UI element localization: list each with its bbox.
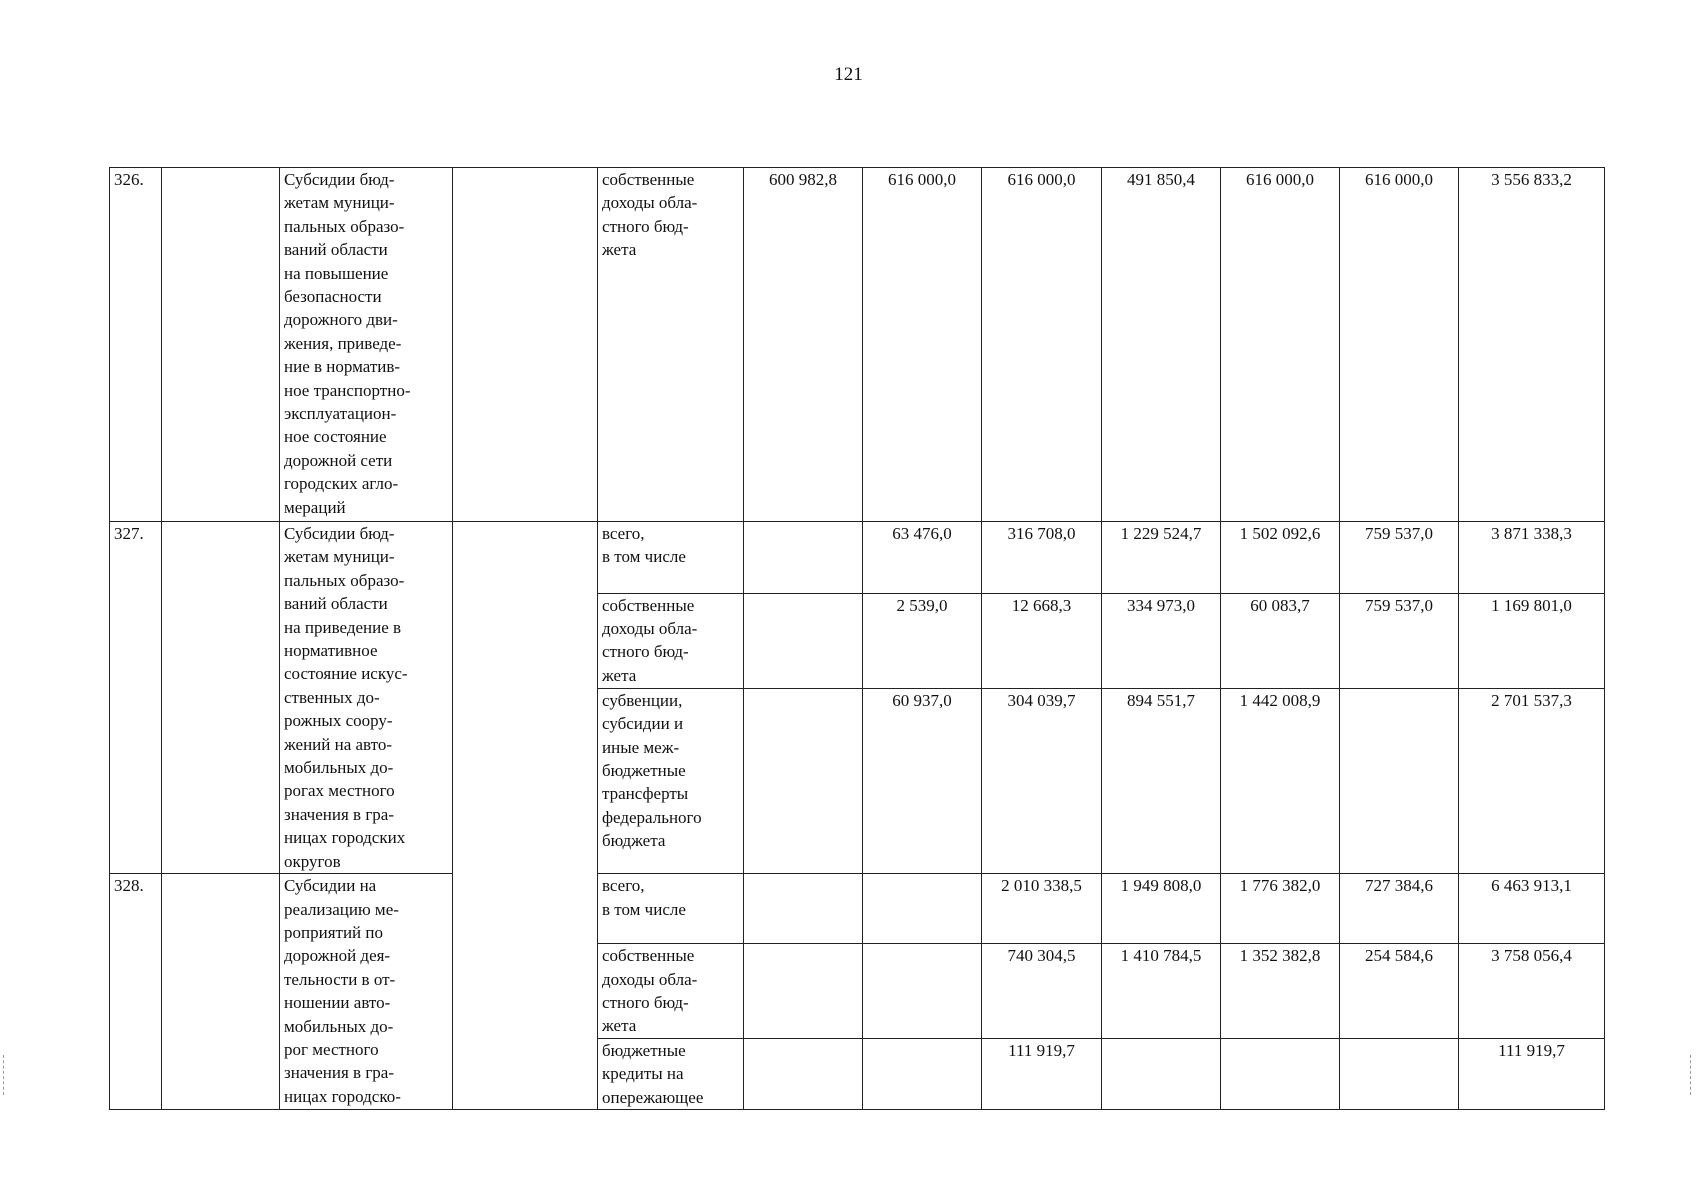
value-cell: 111 919,7 <box>982 1038 1102 1109</box>
measure-name: Субсидии бюд- жетам муници- пальных образо- ваний области на повышение безопасности дорожного дви- жения, приведе- ние в норматив- ное транспортно- эксплуатацион- ное состояние дорожной сети городских агло- мераций <box>280 168 453 522</box>
row-number: 326. <box>110 168 162 522</box>
value-cell: 3 871 338,3 <box>1459 522 1605 594</box>
value-cell: 3 758 056,4 <box>1459 944 1605 1039</box>
scan-edge-mark <box>3 1055 6 1095</box>
value-cell: 6 463 913,1 <box>1459 874 1605 944</box>
row-number: 328. <box>110 874 162 1110</box>
value-cell <box>744 944 863 1039</box>
value-cell: 1 949 808,0 <box>1102 874 1221 944</box>
value-cell: 2 539,0 <box>863 593 982 688</box>
table-row <box>110 168 1605 522</box>
table-row <box>110 522 1605 594</box>
funding-source: всего, в том числе <box>598 522 744 594</box>
value-cell: 616 000,0 <box>1340 168 1459 522</box>
value-cell: 1 410 784,5 <box>1102 944 1221 1039</box>
value-cell: 334 973,0 <box>1102 593 1221 688</box>
value-cell <box>1102 1038 1221 1109</box>
value-cell: 254 584,6 <box>1340 944 1459 1039</box>
measure-name: Субсидии бюд- жетам муници- пальных образо- ваний области на приведение в нормативное состояние искус- ственных до- рожных соору- жений на авто- мобильных до- рогах местного значения в гра- ницах городских округов <box>280 522 453 874</box>
funding-source: субвенции, субсидии и иные меж- бюджетные трансферты федерального бюджета <box>598 688 744 873</box>
value-cell: 1 442 008,9 <box>1221 688 1340 873</box>
value-cell <box>744 593 863 688</box>
value-cell: 894 551,7 <box>1102 688 1221 873</box>
value-cell <box>863 874 982 944</box>
value-cell: 304 039,7 <box>982 688 1102 873</box>
value-cell <box>744 522 863 594</box>
value-cell: 759 537,0 <box>1340 593 1459 688</box>
value-cell: 2 701 537,3 <box>1459 688 1605 873</box>
page-number: 121 <box>834 64 863 85</box>
funding-source: всего, в том числе <box>598 874 744 944</box>
value-cell <box>744 1038 863 1109</box>
value-cell: 491 850,4 <box>1102 168 1221 522</box>
value-cell: 600 982,8 <box>744 168 863 522</box>
value-cell: 616 000,0 <box>1221 168 1340 522</box>
funding-source: собственные доходы обла- стного бюд- жета <box>598 944 744 1039</box>
empty-cell <box>162 522 280 874</box>
value-cell: 2 010 338,5 <box>982 874 1102 944</box>
funding-source: собственные доходы обла- стного бюд- жета <box>598 168 744 522</box>
value-cell <box>744 874 863 944</box>
value-cell: 1 352 382,8 <box>1221 944 1340 1039</box>
value-cell <box>863 944 982 1039</box>
value-cell: 60 083,7 <box>1221 593 1340 688</box>
scan-edge-mark <box>1690 1055 1693 1095</box>
funding-source: бюджетные кредиты на опережающее <box>598 1038 744 1109</box>
measure-name: Субсидии на реализацию ме- роприятий по дорожной дея- тельности в от- ношении авто- мобильных до- рог местного значения в гра- ницах городско- <box>280 874 453 1110</box>
value-cell <box>1340 1038 1459 1109</box>
value-cell <box>1340 688 1459 873</box>
value-cell: 1 229 524,7 <box>1102 522 1221 594</box>
empty-cell <box>162 874 280 1110</box>
value-cell: 60 937,0 <box>863 688 982 873</box>
value-cell: 616 000,0 <box>863 168 982 522</box>
value-cell: 1 502 092,6 <box>1221 522 1340 594</box>
empty-cell <box>453 522 598 1110</box>
value-cell: 12 668,3 <box>982 593 1102 688</box>
value-cell: 111 919,7 <box>1459 1038 1605 1109</box>
budget-table <box>109 167 1605 1110</box>
value-cell <box>863 1038 982 1109</box>
value-cell: 63 476,0 <box>863 522 982 594</box>
row-number: 327. <box>110 522 162 874</box>
empty-cell <box>453 168 598 522</box>
value-cell <box>1221 1038 1340 1109</box>
value-cell: 316 708,0 <box>982 522 1102 594</box>
empty-cell <box>162 168 280 522</box>
value-cell: 759 537,0 <box>1340 522 1459 594</box>
table-row <box>110 874 1605 944</box>
value-cell: 1 776 382,0 <box>1221 874 1340 944</box>
value-cell: 616 000,0 <box>982 168 1102 522</box>
value-cell: 3 556 833,2 <box>1459 168 1605 522</box>
value-cell: 740 304,5 <box>982 944 1102 1039</box>
value-cell <box>744 688 863 873</box>
value-cell: 1 169 801,0 <box>1459 593 1605 688</box>
funding-source: собственные доходы обла- стного бюд- жета <box>598 593 744 688</box>
value-cell: 727 384,6 <box>1340 874 1459 944</box>
